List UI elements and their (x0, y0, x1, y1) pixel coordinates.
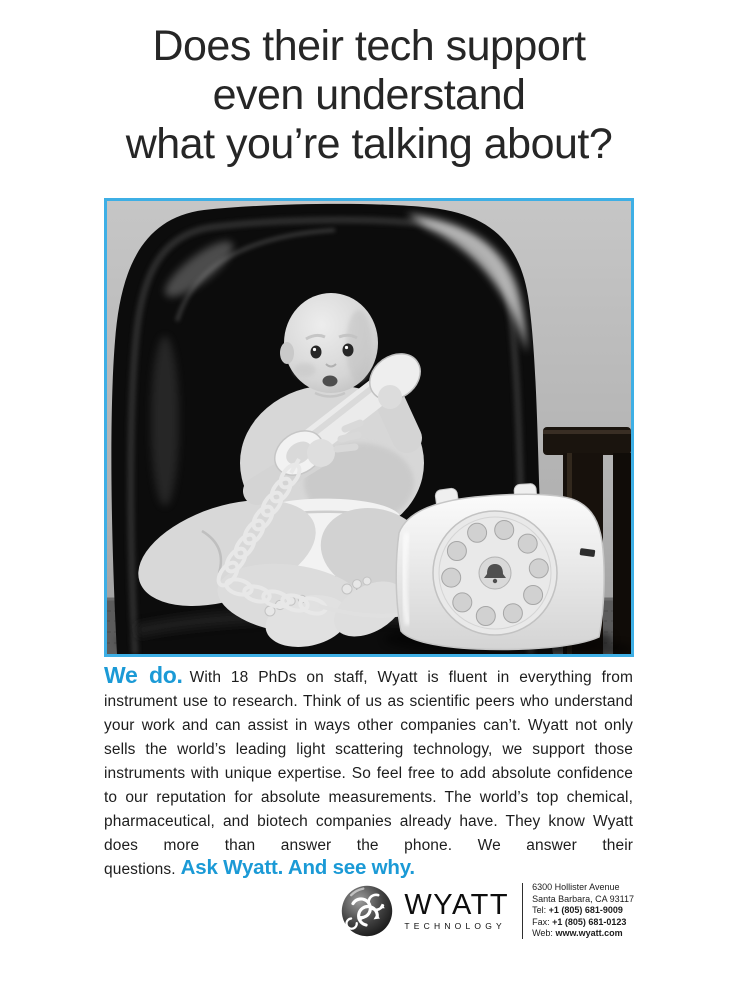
fax-value: +1 (805) 681-0123 (552, 916, 627, 927)
brand-subname: TECHNOLOGY (404, 921, 506, 931)
address-line-1: 6300 Hollister Avenue (532, 882, 620, 893)
footer-divider (522, 883, 523, 939)
web-label: Web: (532, 928, 553, 939)
body-lead: We do. (104, 662, 183, 688)
contact-info (532, 882, 634, 940)
body-text: With 18 PhDs on staff, Wyatt is fluent in everything from instrument use to research. Think of us as scientific peers who understand your work and can assist in ways other companies can’t. Wyatt not only sells the world’s leading light scattering technology, we support those instruments with unique expertise. So feel free to add absolute confidence to our reputation for absolute measurements. The world’s top chemical, pharmaceutical, and biotech companies already have. They know Wyatt does more than answer the phone. We answer their questions. (104, 669, 633, 878)
tel-label: Tel: (532, 905, 547, 916)
baby-phone-photo (104, 198, 634, 657)
fax-label: Fax: (532, 916, 550, 927)
headline-line-1: Does their tech support (152, 22, 586, 70)
address-line-2: Santa Barbara, CA 93117 (532, 893, 634, 904)
brand-name-block (404, 891, 509, 931)
headline (0, 22, 738, 169)
headline-line-2: even understand (212, 71, 526, 119)
brand-name: WYATT (404, 889, 510, 921)
web-line (532, 928, 634, 940)
web-value: www.wyatt.com (555, 928, 623, 939)
wyatt-globe-icon (339, 883, 395, 939)
headline-line-3: what you’re talking about? (125, 120, 613, 168)
tel-value: +1 (805) 681-9009 (548, 905, 623, 916)
footer (339, 878, 634, 944)
tel-line (532, 905, 634, 917)
baby-phone-scene (107, 201, 631, 654)
body-copy (104, 664, 633, 882)
body-cta: Ask Wyatt. And see why. (180, 856, 415, 879)
fax-line (532, 917, 634, 929)
